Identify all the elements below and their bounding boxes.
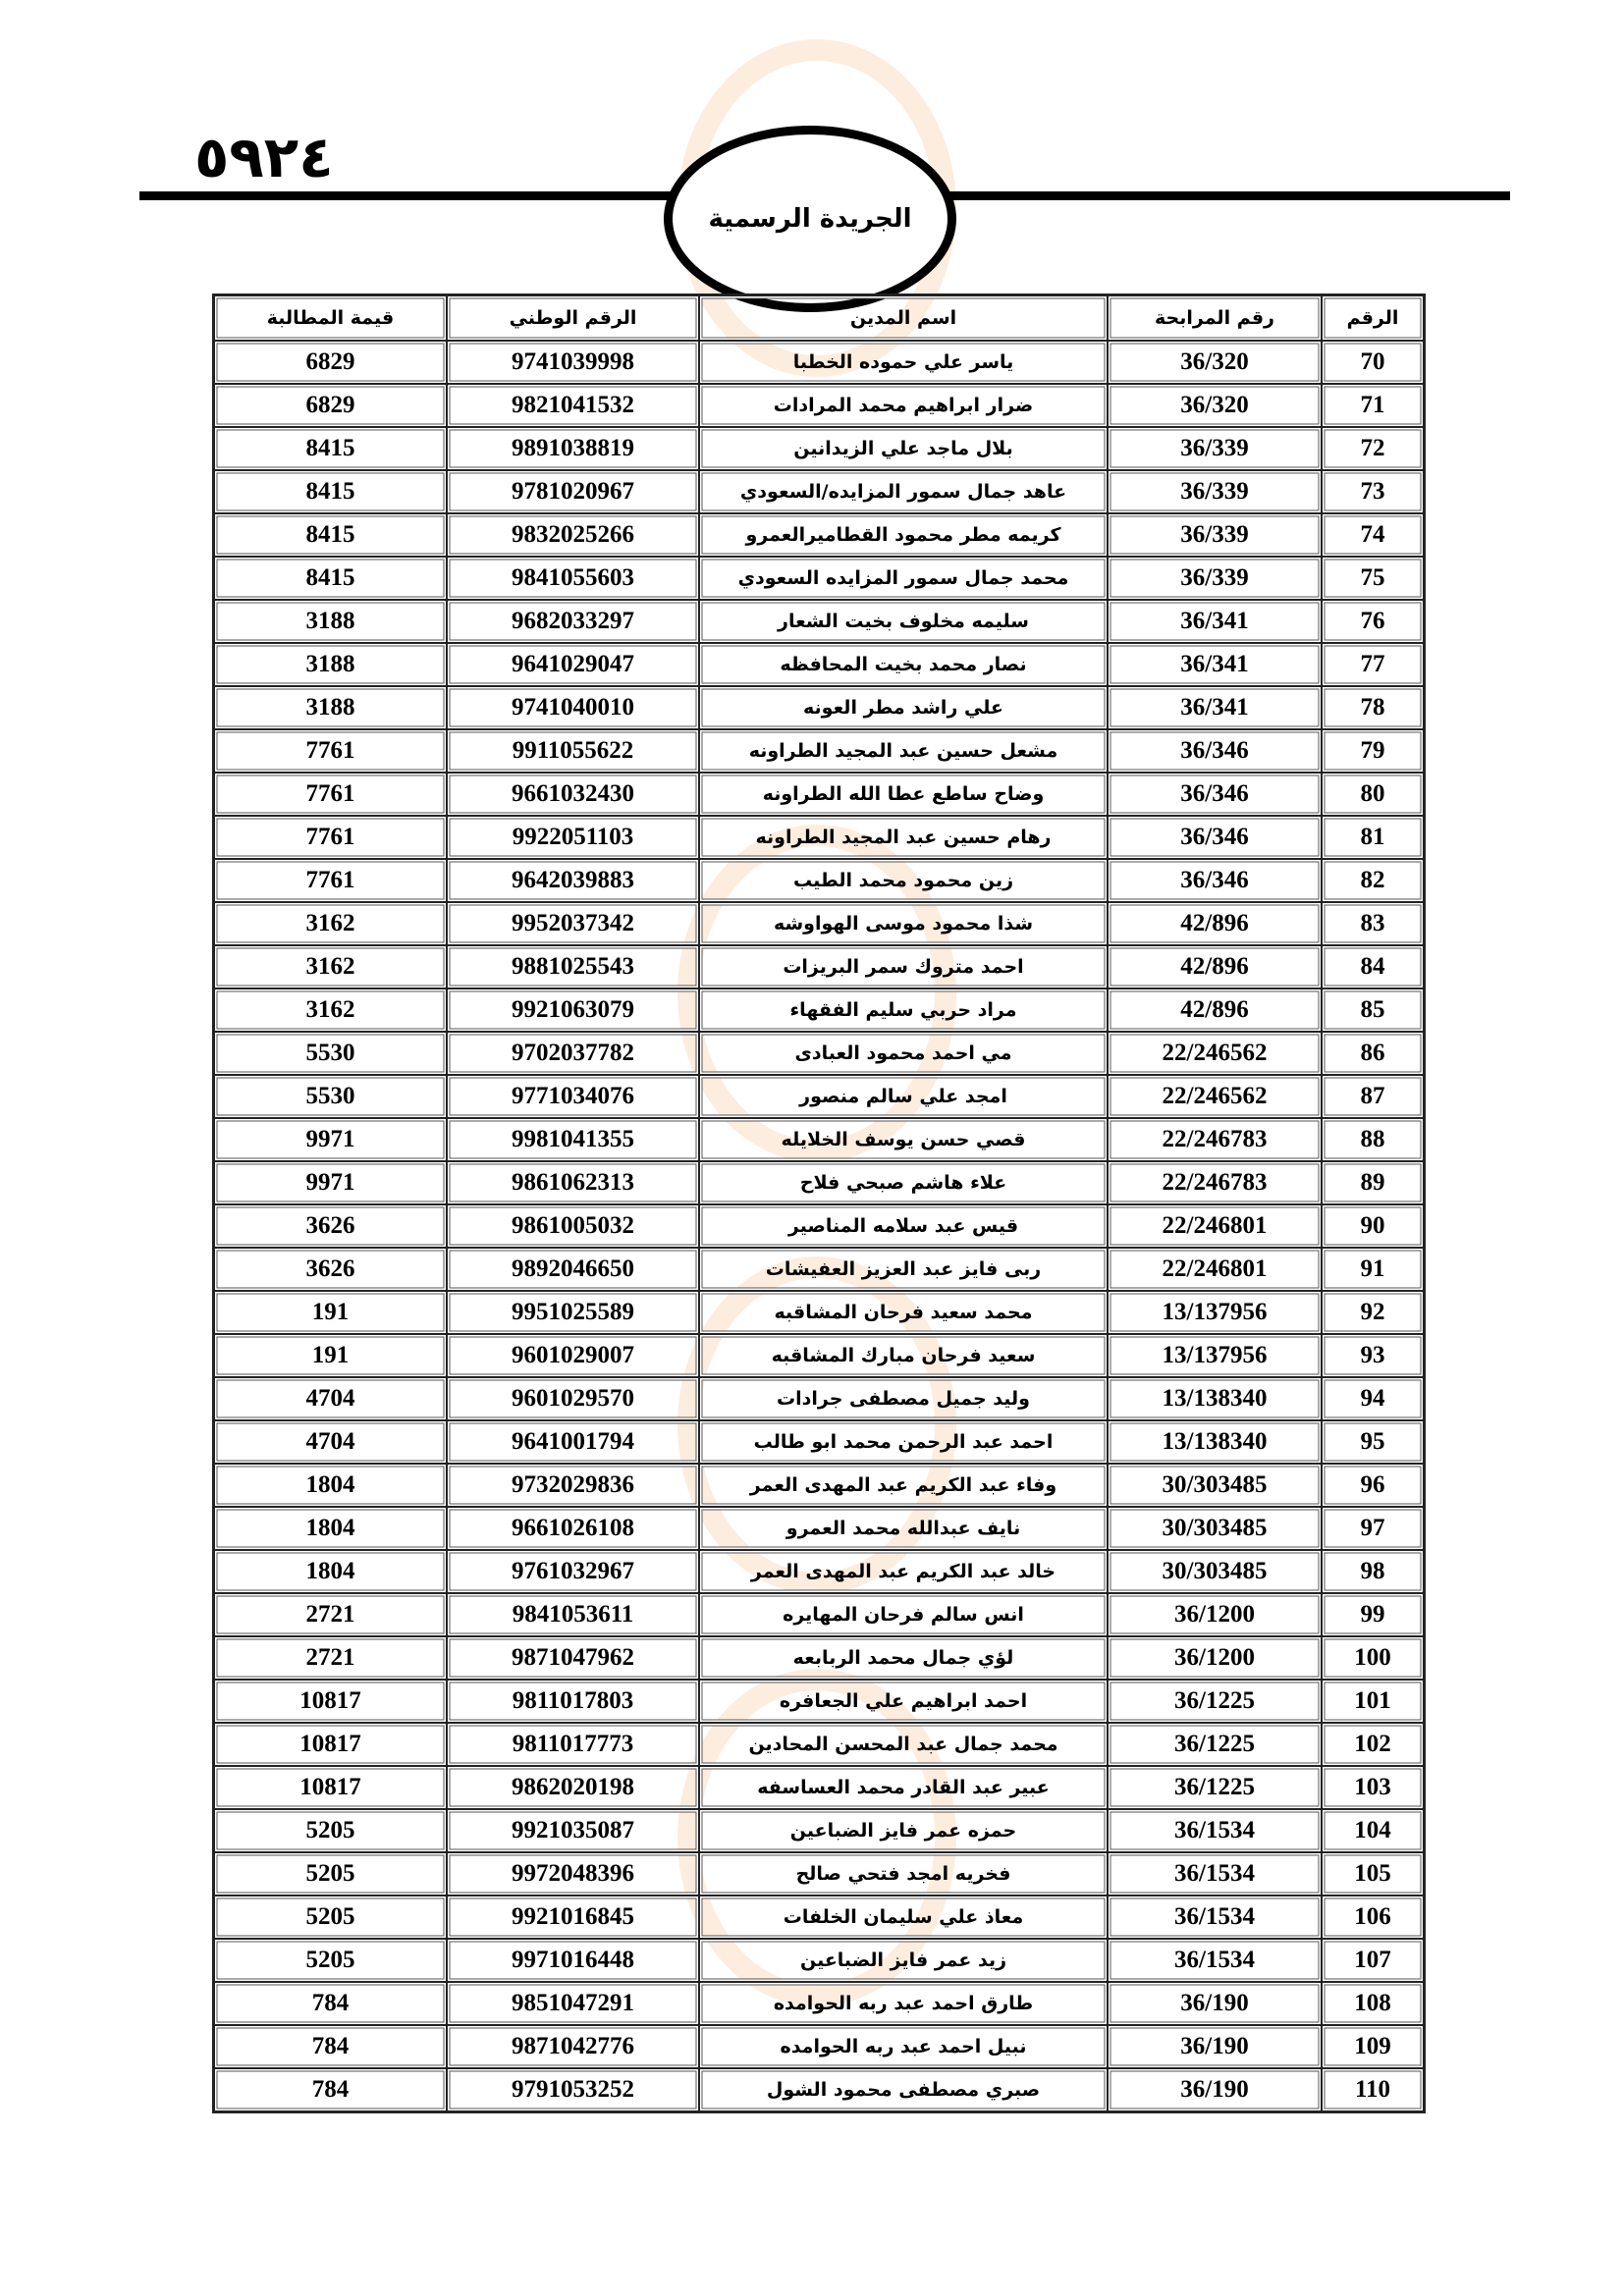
debtor-name: قيس عبد سلامه المناصير: [699, 1204, 1108, 1248]
national-id: 9881025543: [447, 945, 699, 988]
table-row: [214, 1377, 1424, 1420]
table-row: [214, 1248, 1424, 1291]
claim-value: 7761: [214, 729, 447, 773]
murabaha-number: 36/1534: [1108, 1809, 1322, 1852]
national-id: 9761032967: [447, 1550, 699, 1593]
debtor-name: امجد علي سالم منصور: [699, 1075, 1108, 1118]
row-number: 72: [1322, 427, 1424, 470]
murabaha-number: 22/246801: [1108, 1248, 1322, 1291]
national-id: 9741039998: [447, 341, 699, 384]
claim-value: 2721: [214, 1593, 447, 1636]
murabaha-number: 36/339: [1108, 427, 1322, 470]
murabaha-number: 36/1534: [1108, 1896, 1322, 1939]
table-row: [214, 773, 1424, 816]
debtor-name: علي راشد مطر العونه: [699, 686, 1108, 729]
debtor-name: ضرار ابراهيم محمد المرادات: [699, 384, 1108, 427]
national-id: 9702037782: [447, 1032, 699, 1075]
claim-value: 7761: [214, 816, 447, 859]
row-number: 74: [1322, 513, 1424, 557]
murabaha-number: 36/341: [1108, 643, 1322, 686]
claim-value: 784: [214, 2025, 447, 2068]
table-row: [214, 1766, 1424, 1809]
debtor-name: سعيد فرحان مبارك المشاقبه: [699, 1334, 1108, 1377]
national-id: 9811017773: [447, 1723, 699, 1766]
row-number: 110: [1322, 2068, 1424, 2111]
row-number: 80: [1322, 773, 1424, 816]
murabaha-number: 36/1225: [1108, 1723, 1322, 1766]
claim-value: 784: [214, 2068, 447, 2111]
claim-value: 6829: [214, 341, 447, 384]
row-number: 107: [1322, 1939, 1424, 1982]
debtor-name: شذا محمود موسى الهواوشه: [699, 902, 1108, 945]
table-row: [214, 1550, 1424, 1593]
debtor-name: محمد سعيد فرحان المشاقبه: [699, 1291, 1108, 1334]
header-claim-value: قيمة المطالبة: [214, 295, 447, 341]
table-row: [214, 1334, 1424, 1377]
debtor-name: مشعل حسين عبد المجيد الطراونه: [699, 729, 1108, 773]
national-id: 9741040010: [447, 686, 699, 729]
debtor-name: زيد عمر فايز الضباعين: [699, 1939, 1108, 1982]
debtor-name: كريمه مطر محمود القطاميرالعمرو: [699, 513, 1108, 557]
claim-value: 1804: [214, 1507, 447, 1550]
claim-value: 5205: [214, 1896, 447, 1939]
debtor-name: قصي حسن يوسف الخلايله: [699, 1118, 1108, 1161]
debtor-name: صبري مصطفى محمود الشول: [699, 2068, 1108, 2111]
murabaha-number: 36/1200: [1108, 1593, 1322, 1636]
murabaha-number: 36/1200: [1108, 1636, 1322, 1680]
debtor-name: ياسر علي حموده الخطبا: [699, 341, 1108, 384]
murabaha-number: 22/246562: [1108, 1075, 1322, 1118]
debtor-name: نصار محمد بخيت المحافظه: [699, 643, 1108, 686]
row-number: 108: [1322, 1982, 1424, 2025]
table-row: [214, 557, 1424, 600]
table-row: [214, 902, 1424, 945]
murabaha-number: 22/246783: [1108, 1118, 1322, 1161]
table-row: [214, 1464, 1424, 1507]
debtor-name: وفاء عبد الكريم عبد المهدى العمر: [699, 1464, 1108, 1507]
table-row: [214, 1636, 1424, 1680]
row-number: 78: [1322, 686, 1424, 729]
national-id: 9601029570: [447, 1377, 699, 1420]
national-id: 9892046650: [447, 1248, 699, 1291]
national-id: 9811017803: [447, 1680, 699, 1723]
murabaha-number: 36/190: [1108, 1982, 1322, 2025]
murabaha-number: 36/190: [1108, 2068, 1322, 2111]
claim-value: 8415: [214, 470, 447, 513]
table-row: [214, 1723, 1424, 1766]
table-row: [214, 1420, 1424, 1464]
murabaha-number: 22/246783: [1108, 1161, 1322, 1204]
debtor-name: محمد جمال سمور المزايده السعودي: [699, 557, 1108, 600]
row-number: 81: [1322, 816, 1424, 859]
row-number: 73: [1322, 470, 1424, 513]
row-number: 102: [1322, 1723, 1424, 1766]
national-id: 9921035087: [447, 1809, 699, 1852]
national-id: 9661032430: [447, 773, 699, 816]
debtor-name: مراد حربي سليم الفقهاء: [699, 988, 1108, 1032]
row-number: 75: [1322, 557, 1424, 600]
national-id: 9841053611: [447, 1593, 699, 1636]
debtor-name: ربى فايز عبد العزيز العفيشات: [699, 1248, 1108, 1291]
debtor-name: وضاح ساطع عطا الله الطراونه: [699, 773, 1108, 816]
row-number: 96: [1322, 1464, 1424, 1507]
national-id: 9871042776: [447, 2025, 699, 2068]
national-id: 9791053252: [447, 2068, 699, 2111]
table-row: [214, 816, 1424, 859]
table-row: [214, 945, 1424, 988]
national-id: 9781020967: [447, 470, 699, 513]
national-id: 9732029836: [447, 1464, 699, 1507]
header-national-id: الرقم الوطني: [447, 295, 699, 341]
murabaha-number: 36/341: [1108, 686, 1322, 729]
claim-value: 10817: [214, 1766, 447, 1809]
row-number: 83: [1322, 902, 1424, 945]
national-id: 9821041532: [447, 384, 699, 427]
murabaha-number: 36/339: [1108, 557, 1322, 600]
debtor-name: لؤي جمال محمد الربابعه: [699, 1636, 1108, 1680]
murabaha-number: 36/190: [1108, 2025, 1322, 2068]
row-number: 106: [1322, 1896, 1424, 1939]
national-id: 9972048396: [447, 1852, 699, 1896]
header-number: الرقم: [1322, 295, 1424, 341]
debtor-name: احمد متروك سمر البريزات: [699, 945, 1108, 988]
murabaha-number: 42/896: [1108, 902, 1322, 945]
debtor-name: طارق احمد عبد ربه الحوامده: [699, 1982, 1108, 2025]
murabaha-number: 13/138340: [1108, 1377, 1322, 1420]
table-row: [214, 513, 1424, 557]
claim-value: 3162: [214, 945, 447, 988]
national-id: 9861062313: [447, 1161, 699, 1204]
murabaha-number: 36/339: [1108, 470, 1322, 513]
debtor-name: مي احمد محمود العبادى: [699, 1032, 1108, 1075]
table-row: [214, 1852, 1424, 1896]
murabaha-number: 36/1225: [1108, 1680, 1322, 1723]
table-row: [214, 341, 1424, 384]
national-id: 9952037342: [447, 902, 699, 945]
claim-value: 1804: [214, 1550, 447, 1593]
gazette-title-oval: [664, 126, 956, 312]
claim-value: 5530: [214, 1032, 447, 1075]
row-number: 105: [1322, 1852, 1424, 1896]
page-number: ٥٩٢٤: [194, 124, 334, 190]
row-number: 95: [1322, 1420, 1424, 1464]
row-number: 77: [1322, 643, 1424, 686]
row-number: 87: [1322, 1075, 1424, 1118]
row-number: 104: [1322, 1809, 1424, 1852]
murabaha-number: 36/341: [1108, 600, 1322, 643]
row-number: 92: [1322, 1291, 1424, 1334]
row-number: 103: [1322, 1766, 1424, 1809]
table-row: [214, 1939, 1424, 1982]
claim-value: 191: [214, 1334, 447, 1377]
national-id: 9642039883: [447, 859, 699, 902]
table-row: [214, 1075, 1424, 1118]
debtor-name: وليد جميل مصطفى جرادات: [699, 1377, 1108, 1420]
row-number: 101: [1322, 1680, 1424, 1723]
national-id: 9861005032: [447, 1204, 699, 1248]
debtor-name: بلال ماجد علي الزيدانين: [699, 427, 1108, 470]
debtor-name: انس سالم فرحان المهايره: [699, 1593, 1108, 1636]
claim-value: 3626: [214, 1204, 447, 1248]
claim-value: 5205: [214, 1939, 447, 1982]
claim-value: 4704: [214, 1377, 447, 1420]
row-number: 94: [1322, 1377, 1424, 1420]
debtor-name: رهام حسين عبد المجيد الطراونه: [699, 816, 1108, 859]
gazette-title: الجريدة الرسمية: [708, 204, 912, 234]
debtor-name: عاهد جمال سمور المزايده/السعودي: [699, 470, 1108, 513]
murabaha-number: 13/137956: [1108, 1334, 1322, 1377]
claim-value: 5530: [214, 1075, 447, 1118]
row-number: 97: [1322, 1507, 1424, 1550]
table-row: [214, 384, 1424, 427]
row-number: 84: [1322, 945, 1424, 988]
claim-value: 10817: [214, 1680, 447, 1723]
murabaha-number: 36/320: [1108, 341, 1322, 384]
debtor-name: زين محمود محمد الطيب: [699, 859, 1108, 902]
murabaha-number: 36/1534: [1108, 1852, 1322, 1896]
debtor-name: نايف عبدالله محمد العمرو: [699, 1507, 1108, 1550]
table-row: [214, 643, 1424, 686]
row-number: 109: [1322, 2025, 1424, 2068]
table-row: [214, 859, 1424, 902]
claim-value: 3626: [214, 1248, 447, 1291]
claim-value: 9971: [214, 1161, 447, 1204]
claim-value: 6829: [214, 384, 447, 427]
national-id: 9951025589: [447, 1291, 699, 1334]
table-row: [214, 686, 1424, 729]
murabaha-number: 30/303485: [1108, 1507, 1322, 1550]
claim-value: 784: [214, 1982, 447, 2025]
claim-value: 7761: [214, 859, 447, 902]
table-row: [214, 1982, 1424, 2025]
debtor-name: نبيل احمد عبد ربه الحوامده: [699, 2025, 1108, 2068]
claim-value: 1804: [214, 1464, 447, 1507]
row-number: 88: [1322, 1118, 1424, 1161]
murabaha-number: 42/896: [1108, 945, 1322, 988]
row-number: 100: [1322, 1636, 1424, 1680]
row-number: 79: [1322, 729, 1424, 773]
murabaha-number: 36/1225: [1108, 1766, 1322, 1809]
claim-value: 3188: [214, 600, 447, 643]
table-row: [214, 2025, 1424, 2068]
national-id: 9971016448: [447, 1939, 699, 1982]
claim-value: 10817: [214, 1723, 447, 1766]
claim-value: 8415: [214, 427, 447, 470]
claim-value: 8415: [214, 557, 447, 600]
table-row: [214, 427, 1424, 470]
table-row: [214, 729, 1424, 773]
table-row: [214, 1809, 1424, 1852]
table-row: [214, 2068, 1424, 2111]
national-id: 9862020198: [447, 1766, 699, 1809]
table-row: [214, 1593, 1424, 1636]
row-number: 99: [1322, 1593, 1424, 1636]
murabaha-number: 36/320: [1108, 384, 1322, 427]
national-id: 9851047291: [447, 1982, 699, 2025]
row-number: 93: [1322, 1334, 1424, 1377]
national-id: 9661026108: [447, 1507, 699, 1550]
row-number: 76: [1322, 600, 1424, 643]
debtor-name: خالد عبد الكريم عبد المهدى العمر: [699, 1550, 1108, 1593]
claim-value: 5205: [214, 1809, 447, 1852]
national-id: 9891038819: [447, 427, 699, 470]
claim-value: 7761: [214, 773, 447, 816]
row-number: 86: [1322, 1032, 1424, 1075]
claim-value: 191: [214, 1291, 447, 1334]
table-row: [214, 1680, 1424, 1723]
debtor-name: عبير عبد القادر محمد العساسفه: [699, 1766, 1108, 1809]
national-id: 9921063079: [447, 988, 699, 1032]
table-row: [214, 1032, 1424, 1075]
table-row: [214, 1204, 1424, 1248]
murabaha-number: 36/346: [1108, 816, 1322, 859]
claim-value: 3162: [214, 988, 447, 1032]
claim-value: 3162: [214, 902, 447, 945]
table-row: [214, 1507, 1424, 1550]
murabaha-number: 42/896: [1108, 988, 1322, 1032]
murabaha-number: 22/246562: [1108, 1032, 1322, 1075]
claim-value: 3188: [214, 643, 447, 686]
claim-value: 9971: [214, 1118, 447, 1161]
debtor-name: احمد ابراهيم علي الجعافره: [699, 1680, 1108, 1723]
debtor-name: حمزه عمر فايز الضباعين: [699, 1809, 1108, 1852]
claim-value: 3188: [214, 686, 447, 729]
murabaha-number: 13/138340: [1108, 1420, 1322, 1464]
table-row: [214, 600, 1424, 643]
debtor-name: احمد عبد الرحمن محمد ابو طالب: [699, 1420, 1108, 1464]
row-number: 82: [1322, 859, 1424, 902]
murabaha-number: 30/303485: [1108, 1550, 1322, 1593]
table-row: [214, 1161, 1424, 1204]
row-number: 90: [1322, 1204, 1424, 1248]
table-row: [214, 1896, 1424, 1939]
table-header-row: [214, 295, 1424, 341]
murabaha-number: 22/246801: [1108, 1204, 1322, 1248]
row-number: 91: [1322, 1248, 1424, 1291]
national-id: 9841055603: [447, 557, 699, 600]
table-row: [214, 1291, 1424, 1334]
murabaha-number: 13/137956: [1108, 1291, 1322, 1334]
murabaha-number: 30/303485: [1108, 1464, 1322, 1507]
murabaha-number: 36/1534: [1108, 1939, 1322, 1982]
murabaha-number: 36/346: [1108, 729, 1322, 773]
header-murabaha-number: رقم المرابحة: [1108, 295, 1322, 341]
table-row: [214, 1118, 1424, 1161]
national-id: 9601029007: [447, 1334, 699, 1377]
claim-value: 2721: [214, 1636, 447, 1680]
row-number: 89: [1322, 1161, 1424, 1204]
debtor-name: محمد جمال عبد المحسن المحادين: [699, 1723, 1108, 1766]
national-id: 9641029047: [447, 643, 699, 686]
debtors-table: [212, 294, 1426, 2113]
national-id: 9981041355: [447, 1118, 699, 1161]
debtor-name: فخريه امجد فتحي صالح: [699, 1852, 1108, 1896]
national-id: 9911055622: [447, 729, 699, 773]
national-id: 9641001794: [447, 1420, 699, 1464]
murabaha-number: 36/339: [1108, 513, 1322, 557]
claim-value: 8415: [214, 513, 447, 557]
debtor-name: معاذ علي سليمان الخلفات: [699, 1896, 1108, 1939]
table-row: [214, 988, 1424, 1032]
row-number: 85: [1322, 988, 1424, 1032]
murabaha-number: 36/346: [1108, 859, 1322, 902]
debtor-name: علاء هاشم صبحي فلاح: [699, 1161, 1108, 1204]
national-id: 9682033297: [447, 600, 699, 643]
row-number: 98: [1322, 1550, 1424, 1593]
claim-value: 4704: [214, 1420, 447, 1464]
row-number: 71: [1322, 384, 1424, 427]
claim-value: 5205: [214, 1852, 447, 1896]
row-number: 70: [1322, 341, 1424, 384]
debtor-name: سليمه مخلوف بخيت الشعار: [699, 600, 1108, 643]
national-id: 9832025266: [447, 513, 699, 557]
table-row: [214, 470, 1424, 513]
header-debtor-name: اسم المدين: [699, 295, 1108, 341]
murabaha-number: 36/346: [1108, 773, 1322, 816]
national-id: 9871047962: [447, 1636, 699, 1680]
national-id: 9921016845: [447, 1896, 699, 1939]
national-id: 9771034076: [447, 1075, 699, 1118]
national-id: 9922051103: [447, 816, 699, 859]
